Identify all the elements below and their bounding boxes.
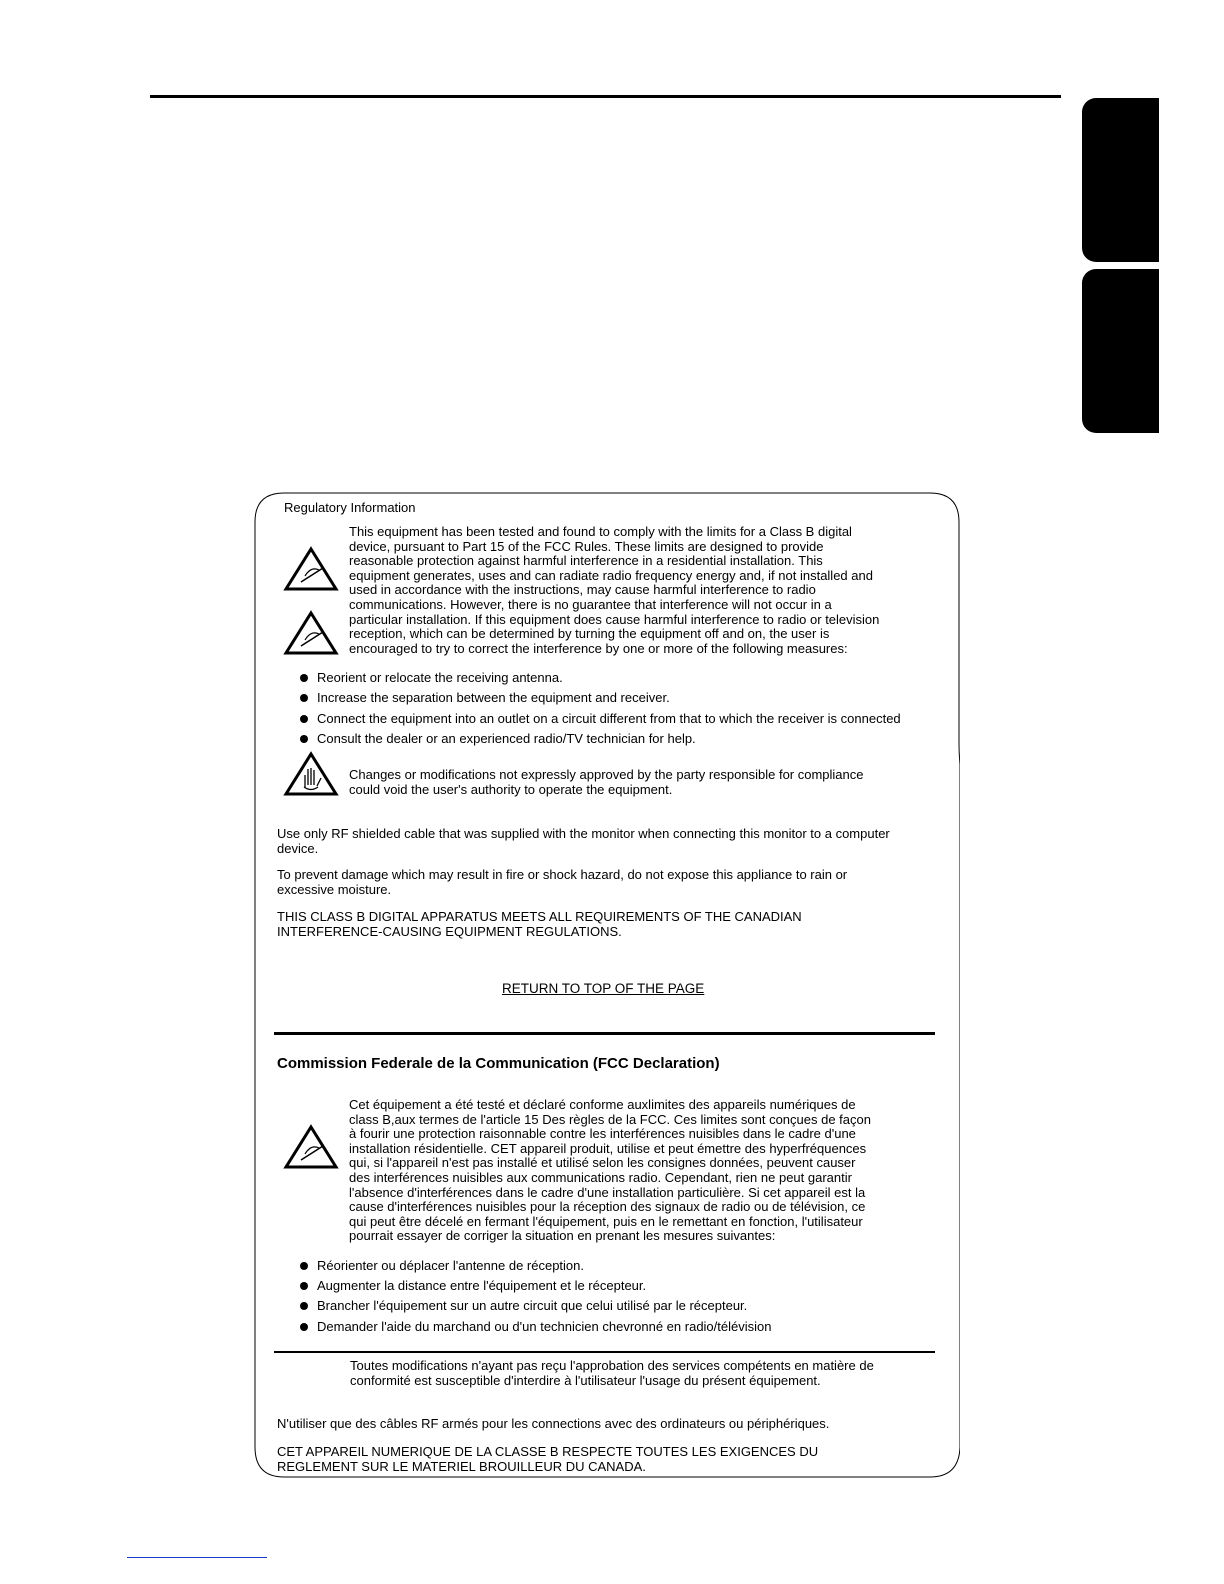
text-line: device. (277, 840, 319, 856)
list-item (300, 1319, 771, 1334)
french-cable-notice: N'utiliser que des câbles RF armés pour les connections avec des ordinateurs ou périphériques. (277, 1416, 830, 1431)
fcc-statement (349, 525, 879, 656)
text-line: l'absence d'interférences dans le cadre d'une installation particulière. Si cet appareil est la (349, 1184, 866, 1200)
text-line: conformité est susceptible d'interdire à l'utilisateur l'usage du présent équipement. (350, 1372, 821, 1388)
moisture-warning (277, 868, 847, 897)
bullet-icon (300, 715, 308, 723)
bullet-icon (300, 1282, 308, 1290)
list-item (300, 670, 563, 685)
text-line: qui, si l'appareil n'est pas installé et utilisé selon les consignes données, peuvent causer (349, 1155, 856, 1171)
text-line: des interférences nuisibles aux communications radio. Cependant, rien ne peut garantir (349, 1169, 852, 1185)
section-divider (274, 1032, 935, 1035)
text-line: CET APPAREIL NUMERIQUE DE LA CLASSE B RESPECTE TOUTES LES EXIGENCES DU (277, 1444, 819, 1459)
text-line: excessive moisture. (277, 881, 392, 897)
warning-icon (283, 1124, 339, 1170)
text-line: device, pursuant to Part 15 of the FCC Rules. These limits are designed to provide (349, 538, 824, 554)
list-item (300, 1298, 747, 1313)
french-section-title: Commission Federale de la Communication (FCC Declaration) (277, 1055, 720, 1072)
bullet-icon (300, 1302, 308, 1310)
text-line: qui peut être décelé en fermant l'équipement, puis en le remettant en fonction, l'utilisateur (349, 1213, 863, 1229)
text-line: class B,aux termes de l'article 15 Des règles de la FCC. Ces limites sont conçues de façon (349, 1111, 871, 1127)
french-canada-compliance (277, 1445, 818, 1474)
text-line: particular installation. If this equipment does cause harmful interference to radio or television (349, 611, 880, 627)
text-line: Cet équipement a été testé et déclaré conforme auxlimites des appareils numériques de (349, 1097, 856, 1112)
text-line: reasonable protection against harmful interference in a residential installation. This (349, 553, 823, 569)
list-item-text: Augmenter la distance entre l'équipement et le récepteur. (317, 1278, 647, 1293)
text-line: installation résidentielle. CET appareil produit, utilise et peut émettre des hyperfréquences (349, 1140, 867, 1156)
list-item-text: Demander l'aide du marchand ou d'un technicien chevronné en radio/télévision (317, 1319, 772, 1334)
text-line: pourrait essayer de corriger la situation en prenant les mesures suivantes: (349, 1228, 776, 1244)
list-item (300, 690, 670, 705)
text-line: Use only RF shielded cable that was supplied with the monitor when connecting this monitor to a computer (277, 826, 890, 841)
hand-warning-icon (283, 751, 339, 797)
return-to-top-link[interactable]: RETURN TO TOP OF THE PAGE (502, 981, 705, 996)
list-item (300, 711, 901, 726)
bullet-icon (300, 674, 308, 682)
list-item-text: Brancher l'équipement sur un autre circuit que celui utilisé par le récepteur. (317, 1298, 748, 1313)
text-line: THIS CLASS B DIGITAL APPARATUS MEETS ALL REQUIREMENTS OF THE CANADIAN (277, 909, 802, 924)
text-line: reception, which can be determined by turning the equipment off and on, the user is (349, 626, 830, 642)
section-tab-1[interactable] (1082, 98, 1159, 262)
text-line: used in accordance with the instructions, may cause harmful interference to radio (349, 582, 816, 598)
text-line: equipment generates, uses and can radiate radio frequency energy and, if not installed and (349, 567, 873, 583)
text-line: This equipment has been tested and found to comply with the limits for a Class B digital (349, 524, 852, 539)
section-tab-2[interactable] (1082, 269, 1159, 433)
text-line: Toutes modifications n'ayant pas reçu l'approbation des services compétents en matière de (350, 1358, 874, 1373)
text-line: encouraged to try to correct the interference by one or more of the following measures: (349, 640, 848, 656)
bullet-icon (300, 735, 308, 743)
header-rule (150, 95, 1061, 98)
list-item-text: Reorient or relocate the receiving antenna. (317, 670, 563, 685)
section-divider (274, 1351, 935, 1353)
warning-icon (283, 546, 339, 592)
text-line: Changes or modifications not expressly approved by the party responsible for compliance (349, 767, 864, 782)
warning-icon (283, 610, 339, 656)
footer-rule (127, 1557, 267, 1558)
canada-compliance (277, 910, 802, 939)
text-line: cause d'interférences nuisibles pour la réception des signaux de radio ou de télévision, ce (349, 1199, 866, 1215)
list-item (300, 731, 696, 746)
french-fcc-statement (349, 1098, 871, 1244)
list-item (300, 1258, 584, 1273)
text-line: REGLEMENT SUR LE MATERIEL BROUILLEUR DU CANADA. (277, 1458, 646, 1474)
list-item-text: Consult the dealer or an experienced radio/TV technician for help. (317, 731, 696, 746)
bullet-icon (300, 1262, 308, 1270)
list-item (300, 1278, 646, 1293)
regulatory-title: Regulatory Information (284, 500, 416, 515)
list-item-text: Increase the separation between the equipment and receiver. (317, 690, 670, 705)
list-item-text: Réorienter ou déplacer l'antenne de réception. (317, 1258, 584, 1273)
french-changes-notice (350, 1359, 874, 1388)
bullet-icon (300, 1323, 308, 1331)
text-line: To prevent damage which may result in fire or shock hazard, do not expose this appliance to rain or (277, 867, 848, 882)
text-line: INTERFERENCE-CAUSING EQUIPMENT REGULATIONS. (277, 923, 622, 939)
list-item-text: Connect the equipment into an outlet on a circuit different from that to which the receiver is connected (317, 711, 901, 726)
text-line: à fourir une protection raisonnable contre les interférences nuisibles dans le cadre d'une (349, 1126, 856, 1142)
changes-notice (349, 768, 864, 797)
cable-notice (277, 827, 890, 856)
text-line: communications. However, there is no guarantee that interference will not occur in a (349, 596, 832, 612)
text-line: could void the user's authority to operate the equipment. (349, 781, 673, 797)
bullet-icon (300, 694, 308, 702)
